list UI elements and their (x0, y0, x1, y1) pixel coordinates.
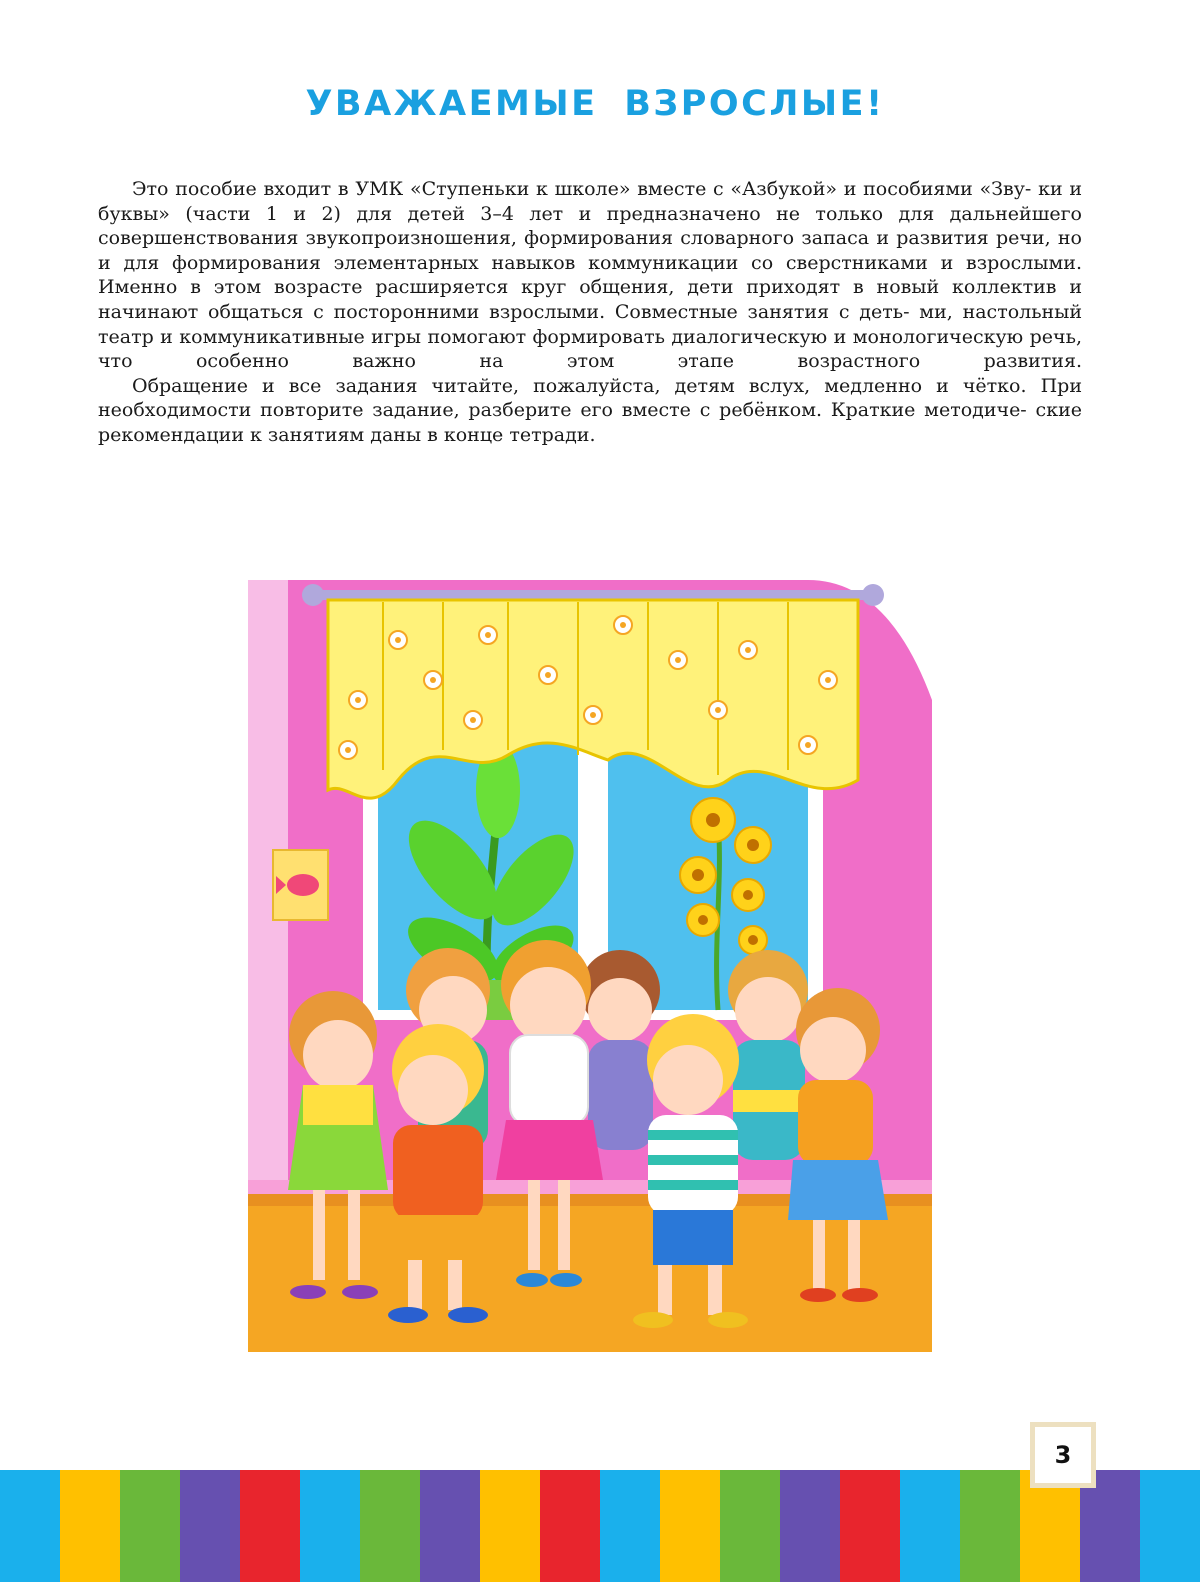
text-line: Это пособие входит в УМК «Ступеньки к школе» вместе с «Азбукой» и пособиями «Зву- (132, 178, 1032, 200)
color-stripe (600, 1470, 660, 1582)
color-stripe (120, 1470, 180, 1582)
page-title: УВАЖАЕМЫЕ ВЗРОСЛЫЕ! (305, 84, 885, 124)
text-line: и взрослыми. Именно в этом возрасте расширяется круг общения, дети приходят в новый (98, 251, 1082, 299)
children-dancing-illustration (248, 580, 932, 1352)
color-stripe (60, 1470, 120, 1582)
color-stripe (840, 1470, 900, 1582)
color-stripe (360, 1470, 420, 1582)
color-stripe (900, 1470, 960, 1582)
color-stripe (0, 1470, 60, 1582)
color-stripe (180, 1470, 240, 1582)
color-stripe (960, 1470, 1020, 1582)
color-stripe (420, 1470, 480, 1582)
color-stripe (540, 1470, 600, 1582)
text-line: ки и буквы» (части 1 и 2) для детей 3–4 лет и предназначено не только для дальнейшего (98, 178, 1082, 225)
text-line: совершенствования звукопроизношения, формирования словарного запаса и развития (98, 227, 989, 250)
text-line: коллектив и начинают общаться с посторонними взрослыми. Совместные занятия с деть- (98, 276, 1083, 323)
text-line: ми, настольный театр и коммуникативные игры помогают формировать диалогическую (98, 300, 1083, 348)
color-stripe (780, 1470, 840, 1582)
decorative-stripe-band (0, 1470, 1200, 1582)
color-stripe (720, 1470, 780, 1582)
color-stripe (660, 1470, 720, 1582)
text-line: и монологическую речь, что особенно важно на этом этапе возрастного развития. (98, 325, 1082, 373)
text-line: Обращение и все задания читайте, пожалуйста, детям вслух, медленно и чётко. При (132, 374, 1082, 397)
text-line: необходимости повторите задание, разберите его вместе с ребёнком. Краткие методиче- (98, 399, 1027, 422)
text-line: речи, но и для формирования элементарных навыков коммуникации со сверстниками (98, 227, 1082, 274)
color-stripe (240, 1470, 300, 1582)
paragraph-2 (98, 374, 1082, 448)
paragraph-1 (98, 177, 1082, 374)
color-stripe (1140, 1470, 1200, 1582)
intro-text (98, 177, 1082, 448)
color-stripe (480, 1470, 540, 1582)
color-stripe (300, 1470, 360, 1582)
text-line: ские рекомендации к занятиям даны в конце тетради. (98, 399, 1082, 446)
page-number: 3 (1030, 1422, 1096, 1488)
